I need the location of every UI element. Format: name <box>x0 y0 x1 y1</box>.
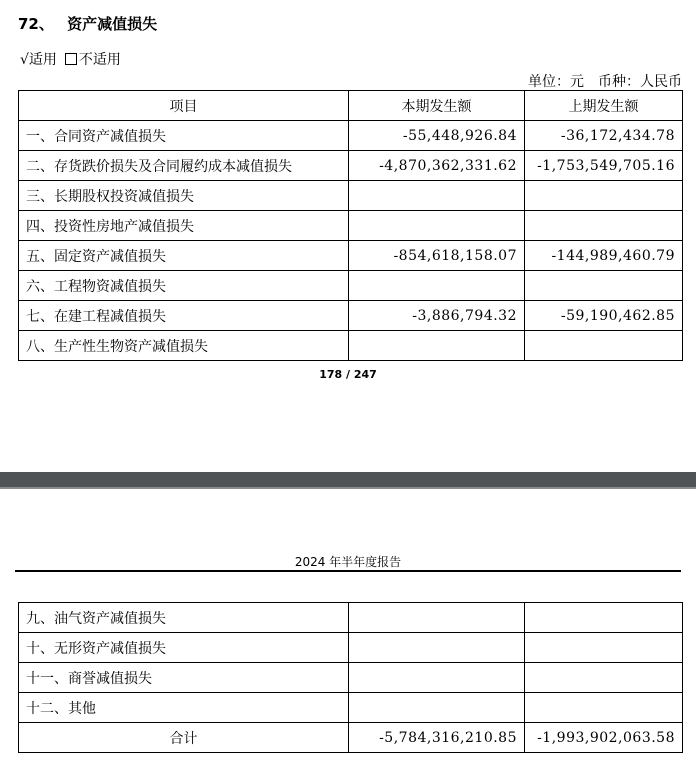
row-current <box>349 331 525 361</box>
header-item: 项目 <box>19 91 349 121</box>
checkmark-icon: √ <box>20 52 29 68</box>
row-item: 一、合同资产减值损失 <box>19 121 349 151</box>
header-rule <box>15 570 681 572</box>
row-current <box>349 181 525 211</box>
row-current: -854,618,158.07 <box>349 241 525 271</box>
unit-currency-line <box>528 71 682 91</box>
table-row <box>19 121 683 151</box>
table-row <box>19 301 683 331</box>
row-item: 十一、商誉减值损失 <box>19 663 349 693</box>
total-current: -5,784,316,210.85 <box>349 723 525 753</box>
total-label: 合计 <box>19 723 349 753</box>
row-prior <box>525 331 683 361</box>
table-row <box>19 663 683 693</box>
table-row <box>19 693 683 723</box>
page-number: 178 / 247 <box>319 368 377 381</box>
table-row <box>19 211 683 241</box>
row-prior: -36,172,434.78 <box>525 121 683 151</box>
row-prior <box>525 693 683 723</box>
applicability-indicator <box>20 49 121 69</box>
applicable-label: 适用 <box>28 52 57 68</box>
table-row <box>19 331 683 361</box>
total-prior: -1,993,902,063.58 <box>525 723 683 753</box>
row-item: 五、固定资产减值损失 <box>19 241 349 271</box>
row-prior <box>525 603 683 633</box>
section-heading <box>18 13 157 34</box>
table-row <box>19 271 683 301</box>
page-separator <box>0 472 696 488</box>
table-row <box>19 151 683 181</box>
row-current <box>349 663 525 693</box>
table-header-row <box>19 91 683 121</box>
section-number: 72、 <box>18 15 54 33</box>
row-prior: -59,190,462.85 <box>525 301 683 331</box>
table-row <box>19 603 683 633</box>
row-item: 十、无形资产减值损失 <box>19 633 349 663</box>
header-current-period: 本期发生额 <box>349 91 525 121</box>
row-item: 四、投资性房地产减值损失 <box>19 211 349 241</box>
table-row <box>19 241 683 271</box>
row-item: 八、生产性生物资产减值损失 <box>19 331 349 361</box>
header-prior-period: 上期发生额 <box>525 91 683 121</box>
row-prior <box>525 663 683 693</box>
row-prior <box>525 633 683 663</box>
empty-checkbox-icon <box>65 53 77 65</box>
row-current <box>349 633 525 663</box>
row-current <box>349 693 525 723</box>
row-item: 三、长期股权投资减值损失 <box>19 181 349 211</box>
row-prior <box>525 271 683 301</box>
unit-label: 单位：元 <box>528 74 584 90</box>
impairment-table-page1 <box>18 90 683 361</box>
row-current: -4,870,362,331.62 <box>349 151 525 181</box>
row-item: 十二、其他 <box>19 693 349 723</box>
row-current: -3,886,794.32 <box>349 301 525 331</box>
row-item: 九、油气资产减值损失 <box>19 603 349 633</box>
row-current <box>349 211 525 241</box>
row-prior: -144,989,460.79 <box>525 241 683 271</box>
table-total-row <box>19 723 683 753</box>
impairment-table-page2 <box>18 602 683 753</box>
row-item: 二、存货跌价损失及合同履约成本减值损失 <box>19 151 349 181</box>
row-current <box>349 603 525 633</box>
section-title: 资产减值损失 <box>67 15 158 33</box>
row-item: 七、在建工程减值损失 <box>19 301 349 331</box>
not-applicable-label: 不适用 <box>78 52 121 68</box>
currency-label: 币种：人民币 <box>598 74 682 90</box>
row-prior: -1,753,549,705.16 <box>525 151 683 181</box>
table-row <box>19 181 683 211</box>
report-page-header: 2024 年半年度报告 <box>294 555 402 569</box>
row-prior <box>525 211 683 241</box>
row-prior <box>525 181 683 211</box>
page-separator-edge <box>0 487 696 489</box>
row-current <box>349 271 525 301</box>
row-current: -55,448,926.84 <box>349 121 525 151</box>
row-item: 六、工程物资减值损失 <box>19 271 349 301</box>
table-row <box>19 633 683 663</box>
